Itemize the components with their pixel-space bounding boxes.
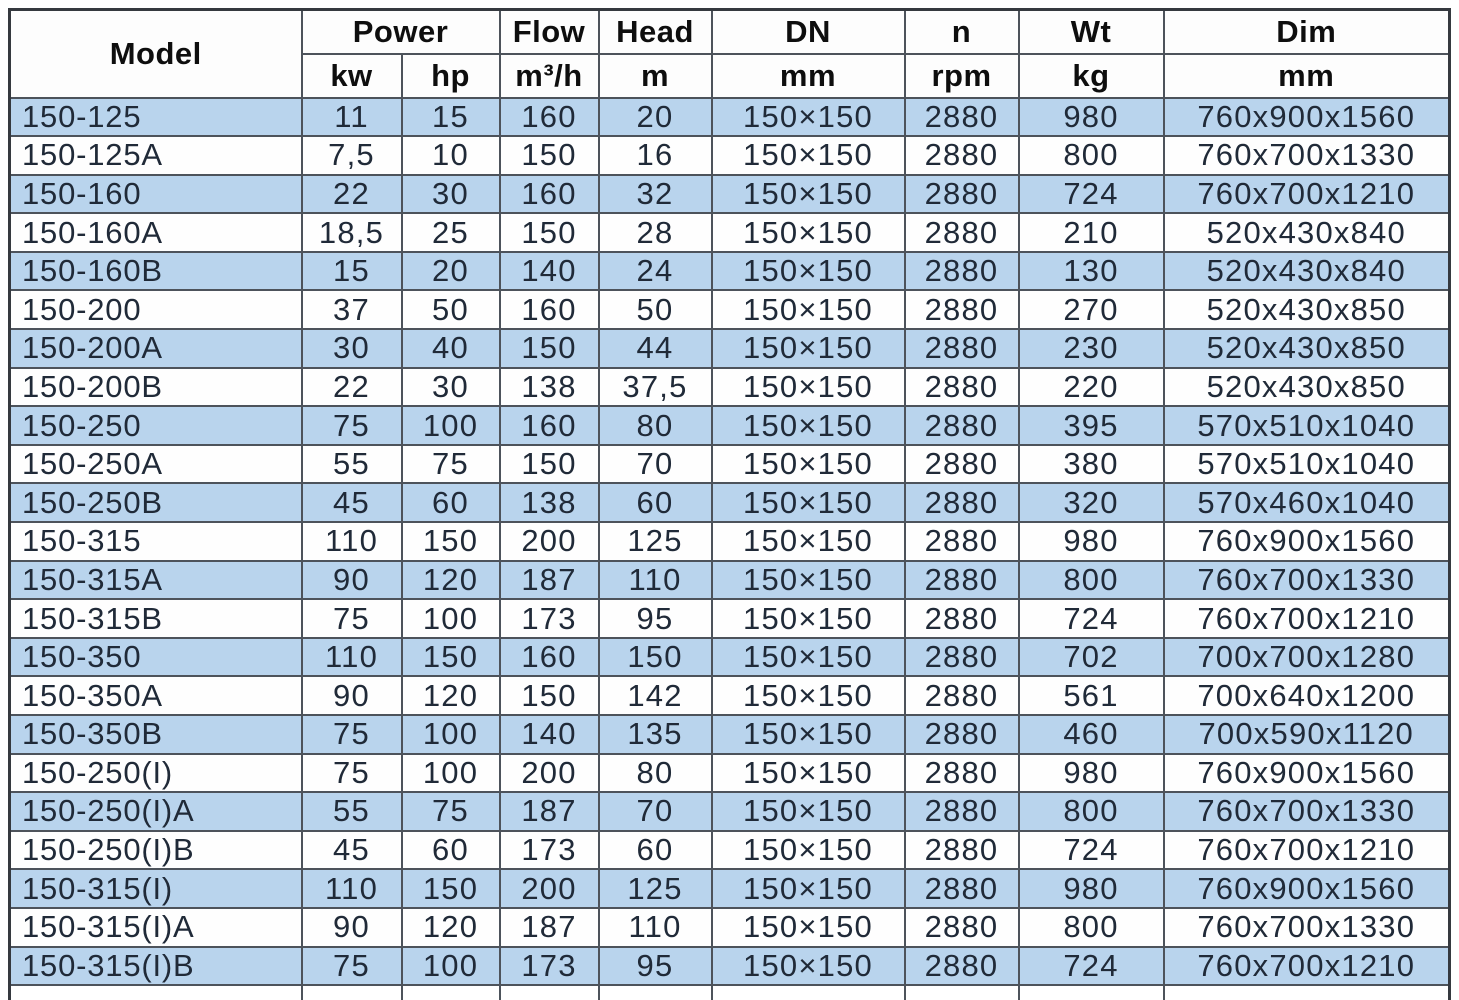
model-cell: 150-315B [10, 599, 302, 638]
value-cell: 40 [402, 329, 500, 368]
table-row [10, 561, 1450, 600]
value-cell: 150 [500, 329, 599, 368]
value-cell: 760x900x1560 [1164, 869, 1450, 908]
header-unit-kw: kw [302, 54, 402, 98]
value-cell: 980 [1019, 522, 1164, 561]
value-cell: 2880 [905, 406, 1019, 445]
table-header [10, 10, 1450, 98]
value-cell: 18,5 [302, 213, 402, 252]
model-cell: 150-200B [10, 368, 302, 407]
value-cell: 30 [402, 175, 500, 214]
header-dn: DN [712, 10, 905, 54]
value-cell: 724 [1019, 599, 1164, 638]
value-cell: 980 [1019, 98, 1164, 137]
header-unit-n: rpm [905, 54, 1019, 98]
value-cell: 55 [302, 792, 402, 831]
value-cell: 230 [1019, 329, 1164, 368]
value-cell: 15 [402, 98, 500, 137]
value-cell: 702 [1019, 638, 1164, 677]
value-cell: 20 [402, 252, 500, 291]
value-cell: 2880 [905, 522, 1019, 561]
value-cell: 760x700x1330 [1164, 792, 1450, 831]
value-cell: 70 [599, 445, 712, 484]
value-cell: 30 [302, 329, 402, 368]
value-cell: 150×150 [712, 445, 905, 484]
value-cell: 150×150 [712, 638, 905, 677]
header-unit-flow: m³/h [500, 54, 599, 98]
value-cell: 130 [1019, 252, 1164, 291]
value-cell: 50 [402, 290, 500, 329]
value-cell: 700x590x1120 [1164, 715, 1450, 754]
value-cell: 800 [1019, 136, 1164, 175]
header-unit-hp: hp [402, 54, 500, 98]
model-cell: 150-350 [10, 638, 302, 677]
value-cell: 32 [599, 175, 712, 214]
value-cell: 980 [1019, 754, 1164, 793]
value-cell: 70 [599, 792, 712, 831]
value-cell: 2880 [905, 445, 1019, 484]
model-cell: 150-250 [10, 406, 302, 445]
value-cell: 60 [402, 483, 500, 522]
value-cell: 2880 [905, 290, 1019, 329]
model-cell: 150-350A [10, 676, 302, 715]
value-cell: 22 [302, 368, 402, 407]
header-wt: Wt [1019, 10, 1164, 54]
empty-cell [905, 985, 1019, 1000]
value-cell: 50 [599, 290, 712, 329]
value-cell: 2880 [905, 136, 1019, 175]
value-cell: 760x700x1330 [1164, 136, 1450, 175]
empty-cell [599, 985, 712, 1000]
value-cell: 187 [500, 908, 599, 947]
value-cell: 160 [500, 638, 599, 677]
value-cell: 75 [402, 792, 500, 831]
model-cell: 150-125A [10, 136, 302, 175]
value-cell: 460 [1019, 715, 1164, 754]
value-cell: 980 [1019, 869, 1164, 908]
value-cell: 95 [599, 947, 712, 986]
value-cell: 520x430x850 [1164, 329, 1450, 368]
table-row [10, 908, 1450, 947]
value-cell: 95 [599, 599, 712, 638]
value-cell: 187 [500, 792, 599, 831]
value-cell: 150×150 [712, 136, 905, 175]
value-cell: 150×150 [712, 561, 905, 600]
value-cell: 270 [1019, 290, 1164, 329]
value-cell: 760x700x1210 [1164, 947, 1450, 986]
empty-cell [1019, 985, 1164, 1000]
model-cell: 150-160A [10, 213, 302, 252]
table-row [10, 329, 1450, 368]
value-cell: 100 [402, 406, 500, 445]
value-cell: 150×150 [712, 252, 905, 291]
value-cell: 520x430x850 [1164, 368, 1450, 407]
value-cell: 20 [599, 98, 712, 137]
header-head: Head [599, 10, 712, 54]
value-cell: 75 [302, 754, 402, 793]
header-unit-dim: mm [1164, 54, 1450, 98]
value-cell: 120 [402, 561, 500, 600]
value-cell: 320 [1019, 483, 1164, 522]
value-cell: 45 [302, 831, 402, 870]
table-row [10, 676, 1450, 715]
value-cell: 187 [500, 561, 599, 600]
table-row [10, 213, 1450, 252]
value-cell: 150×150 [712, 175, 905, 214]
value-cell: 220 [1019, 368, 1164, 407]
value-cell: 570x460x1040 [1164, 483, 1450, 522]
value-cell: 11 [302, 98, 402, 137]
value-cell: 2880 [905, 98, 1019, 137]
value-cell: 2880 [905, 561, 1019, 600]
value-cell: 760x900x1560 [1164, 98, 1450, 137]
value-cell: 110 [302, 638, 402, 677]
value-cell: 2880 [905, 754, 1019, 793]
table-row [10, 175, 1450, 214]
model-cell: 150-315(I)A [10, 908, 302, 947]
table-row [10, 792, 1450, 831]
value-cell: 395 [1019, 406, 1164, 445]
model-cell: 150-160 [10, 175, 302, 214]
value-cell: 80 [599, 754, 712, 793]
value-cell: 120 [402, 676, 500, 715]
table-row [10, 368, 1450, 407]
value-cell: 800 [1019, 792, 1164, 831]
value-cell: 55 [302, 445, 402, 484]
empty-cell [1164, 985, 1450, 1000]
value-cell: 520x430x840 [1164, 252, 1450, 291]
value-cell: 138 [500, 368, 599, 407]
value-cell: 2880 [905, 715, 1019, 754]
value-cell: 200 [500, 522, 599, 561]
value-cell: 380 [1019, 445, 1164, 484]
header-flow: Flow [500, 10, 599, 54]
table-row [10, 869, 1450, 908]
value-cell: 45 [302, 483, 402, 522]
value-cell: 150 [402, 638, 500, 677]
table-row [10, 831, 1450, 870]
value-cell: 150 [500, 213, 599, 252]
value-cell: 44 [599, 329, 712, 368]
value-cell: 150×150 [712, 483, 905, 522]
value-cell: 160 [500, 175, 599, 214]
table-row [10, 98, 1450, 137]
pump-spec-table [8, 8, 1451, 1000]
value-cell: 142 [599, 676, 712, 715]
table-row [10, 445, 1450, 484]
table-row [10, 483, 1450, 522]
value-cell: 37 [302, 290, 402, 329]
value-cell: 2880 [905, 908, 1019, 947]
value-cell: 75 [402, 445, 500, 484]
value-cell: 150×150 [712, 754, 905, 793]
model-cell: 150-315(I)B [10, 947, 302, 986]
model-cell: 150-125 [10, 98, 302, 137]
value-cell: 760x700x1210 [1164, 599, 1450, 638]
value-cell: 24 [599, 252, 712, 291]
value-cell: 150×150 [712, 831, 905, 870]
table-row [10, 947, 1450, 986]
value-cell: 150 [500, 136, 599, 175]
value-cell: 760x900x1560 [1164, 522, 1450, 561]
model-cell: 150-250(I)A [10, 792, 302, 831]
value-cell: 140 [500, 715, 599, 754]
table-row [10, 599, 1450, 638]
header-unit-wt: kg [1019, 54, 1164, 98]
value-cell: 210 [1019, 213, 1164, 252]
value-cell: 100 [402, 754, 500, 793]
value-cell: 150×150 [712, 406, 905, 445]
value-cell: 10 [402, 136, 500, 175]
value-cell: 700x640x1200 [1164, 676, 1450, 715]
value-cell: 724 [1019, 831, 1164, 870]
value-cell: 150×150 [712, 676, 905, 715]
value-cell: 150×150 [712, 715, 905, 754]
table-body [10, 98, 1450, 1000]
value-cell: 28 [599, 213, 712, 252]
value-cell: 110 [302, 522, 402, 561]
value-cell: 520x430x850 [1164, 290, 1450, 329]
value-cell: 2880 [905, 483, 1019, 522]
value-cell: 150×150 [712, 329, 905, 368]
value-cell: 760x700x1210 [1164, 831, 1450, 870]
value-cell: 25 [402, 213, 500, 252]
model-cell: 150-250(I)B [10, 831, 302, 870]
header-unit-dn: mm [712, 54, 905, 98]
value-cell: 173 [500, 831, 599, 870]
value-cell: 2880 [905, 329, 1019, 368]
value-cell: 60 [599, 483, 712, 522]
value-cell: 561 [1019, 676, 1164, 715]
model-cell: 150-315A [10, 561, 302, 600]
value-cell: 110 [302, 869, 402, 908]
value-cell: 150 [500, 676, 599, 715]
value-cell: 60 [599, 831, 712, 870]
value-cell: 700x700x1280 [1164, 638, 1450, 677]
model-cell: 150-315(I) [10, 869, 302, 908]
table-row [10, 638, 1450, 677]
value-cell: 7,5 [302, 136, 402, 175]
value-cell: 173 [500, 947, 599, 986]
value-cell: 30 [402, 368, 500, 407]
value-cell: 724 [1019, 947, 1164, 986]
value-cell: 150×150 [712, 908, 905, 947]
value-cell: 2880 [905, 252, 1019, 291]
value-cell: 760x700x1330 [1164, 908, 1450, 947]
value-cell: 138 [500, 483, 599, 522]
value-cell: 200 [500, 869, 599, 908]
table-row [10, 522, 1450, 561]
table-row [10, 406, 1450, 445]
model-cell: 150-200A [10, 329, 302, 368]
header-unit-head: m [599, 54, 712, 98]
value-cell: 150×150 [712, 368, 905, 407]
value-cell: 90 [302, 908, 402, 947]
header-row-labels [10, 10, 1450, 54]
value-cell: 75 [302, 599, 402, 638]
value-cell: 16 [599, 136, 712, 175]
table-row [10, 252, 1450, 291]
value-cell: 760x700x1210 [1164, 175, 1450, 214]
model-cell: 150-350B [10, 715, 302, 754]
value-cell: 570x510x1040 [1164, 445, 1450, 484]
value-cell: 2880 [905, 638, 1019, 677]
value-cell: 150×150 [712, 213, 905, 252]
model-cell: 150-250(I) [10, 754, 302, 793]
value-cell: 570x510x1040 [1164, 406, 1450, 445]
value-cell: 800 [1019, 561, 1164, 600]
value-cell: 100 [402, 715, 500, 754]
value-cell: 60 [402, 831, 500, 870]
value-cell: 150×150 [712, 522, 905, 561]
value-cell: 150×150 [712, 869, 905, 908]
value-cell: 150×150 [712, 290, 905, 329]
value-cell: 724 [1019, 175, 1164, 214]
value-cell: 2880 [905, 792, 1019, 831]
value-cell: 160 [500, 98, 599, 137]
value-cell: 520x430x840 [1164, 213, 1450, 252]
table-row [10, 754, 1450, 793]
value-cell: 150×150 [712, 599, 905, 638]
empty-cell [10, 985, 302, 1000]
value-cell: 15 [302, 252, 402, 291]
value-cell: 110 [599, 908, 712, 947]
value-cell: 80 [599, 406, 712, 445]
value-cell: 2880 [905, 213, 1019, 252]
value-cell: 100 [402, 947, 500, 986]
value-cell: 75 [302, 715, 402, 754]
value-cell: 760x700x1330 [1164, 561, 1450, 600]
empty-cell [500, 985, 599, 1000]
value-cell: 2880 [905, 947, 1019, 986]
value-cell: 2880 [905, 368, 1019, 407]
value-cell: 37,5 [599, 368, 712, 407]
value-cell: 150×150 [712, 947, 905, 986]
value-cell: 150 [402, 522, 500, 561]
table-row [10, 136, 1450, 175]
value-cell: 150 [500, 445, 599, 484]
value-cell: 90 [302, 676, 402, 715]
header-model: Model [10, 10, 302, 98]
empty-cell [302, 985, 402, 1000]
value-cell: 2880 [905, 599, 1019, 638]
value-cell: 135 [599, 715, 712, 754]
value-cell: 150×150 [712, 792, 905, 831]
value-cell: 75 [302, 947, 402, 986]
value-cell: 120 [402, 908, 500, 947]
value-cell: 160 [500, 290, 599, 329]
value-cell: 800 [1019, 908, 1164, 947]
value-cell: 140 [500, 252, 599, 291]
table-row [10, 715, 1450, 754]
value-cell: 110 [599, 561, 712, 600]
table-row [10, 290, 1450, 329]
header-power: Power [302, 10, 500, 54]
value-cell: 760x900x1560 [1164, 754, 1450, 793]
value-cell: 22 [302, 175, 402, 214]
value-cell: 2880 [905, 676, 1019, 715]
value-cell: 2880 [905, 869, 1019, 908]
value-cell: 173 [500, 599, 599, 638]
value-cell: 2880 [905, 175, 1019, 214]
value-cell: 160 [500, 406, 599, 445]
header-n: n [905, 10, 1019, 54]
table-row-partial [10, 985, 1450, 1000]
model-cell: 150-250A [10, 445, 302, 484]
value-cell: 100 [402, 599, 500, 638]
value-cell: 150×150 [712, 98, 905, 137]
value-cell: 150 [599, 638, 712, 677]
value-cell: 125 [599, 522, 712, 561]
value-cell: 125 [599, 869, 712, 908]
model-cell: 150-250B [10, 483, 302, 522]
value-cell: 2880 [905, 831, 1019, 870]
value-cell: 75 [302, 406, 402, 445]
empty-cell [712, 985, 905, 1000]
value-cell: 90 [302, 561, 402, 600]
model-cell: 150-200 [10, 290, 302, 329]
model-cell: 150-315 [10, 522, 302, 561]
header-dim: Dim [1164, 10, 1450, 54]
value-cell: 150 [402, 869, 500, 908]
model-cell: 150-160B [10, 252, 302, 291]
value-cell: 200 [500, 754, 599, 793]
empty-cell [402, 985, 500, 1000]
